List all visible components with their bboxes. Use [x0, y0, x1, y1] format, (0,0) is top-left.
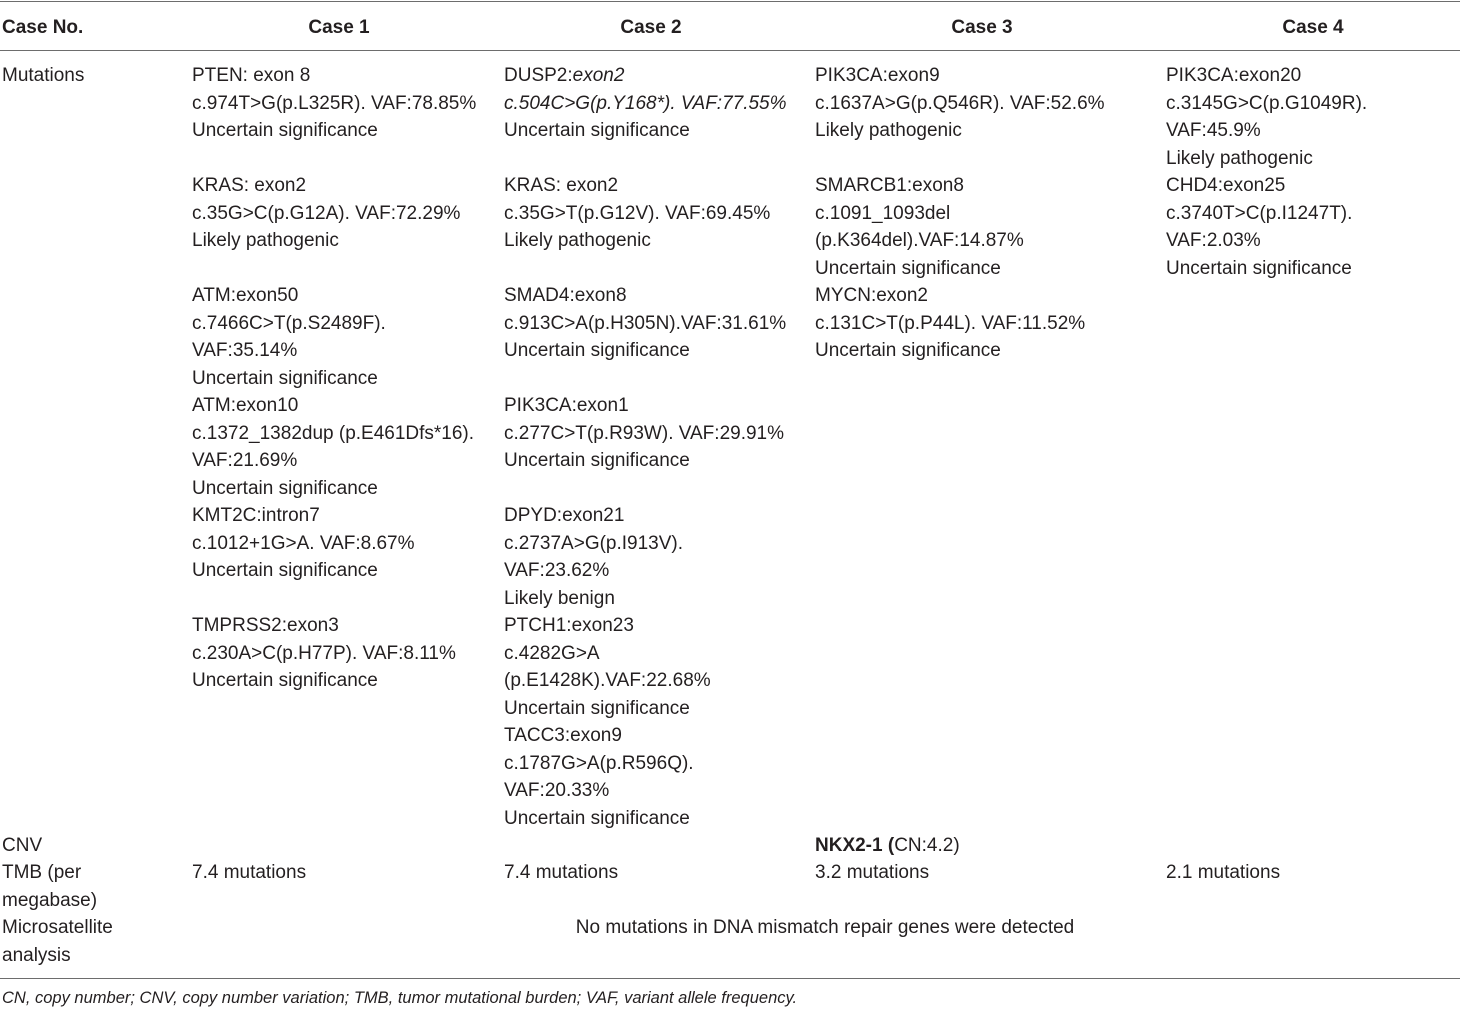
row-label-cnv: CNV [2, 835, 43, 856]
case1-tmb: 7.4 mutations [192, 862, 307, 883]
mutation-significance: Likely pathogenic [815, 120, 962, 141]
mutation-vaf: VAF:20.33% [504, 780, 610, 801]
mutation-gene: KMT2C:intron7 [192, 505, 320, 526]
header-rule [0, 50, 1460, 51]
mutation-vaf: VAF:2.03% [1166, 230, 1261, 251]
mutation-significance: Uncertain significance [815, 340, 1001, 361]
mutation-variant: c.35G>T(p.G12V). VAF:69.45% [504, 202, 771, 224]
row-label-mutations: Mutations [2, 65, 85, 86]
mutation-significance: Uncertain significance [192, 477, 378, 499]
case1-mutations [192, 62, 476, 695]
mutation-gene: SMAD4:exon8 [504, 285, 627, 306]
mutation-gene: PIK3CA:exon20 [1166, 65, 1302, 86]
mutation-gene: ATM:exon10 [192, 395, 299, 416]
header-case-3: Case 3 [951, 17, 1013, 38]
case3-cnv [815, 832, 960, 860]
header-case-4: Case 4 [1282, 17, 1344, 38]
mutation-gene: TACC3:exon9 [504, 725, 622, 746]
mutation-variant: c.1787G>A(p.R596Q). [504, 752, 694, 774]
mutation-significance: Uncertain significance [504, 340, 690, 361]
mutation-variant: c.35G>C(p.G12A). VAF:72.29% [192, 202, 461, 224]
case4-mutations [1166, 62, 1367, 282]
mutation-variant: c.2737A>G(p.I913V). [504, 532, 684, 554]
row-label-msi: Microsatellite analysis [2, 917, 113, 966]
case2-tmb: 7.4 mutations [504, 862, 619, 883]
mutation-gene: PTCH1:exon23 [504, 615, 634, 636]
mutation-variant: c.7466C>T(p.S2489F). [192, 312, 386, 334]
mutation-variant: c.131C>T(p.P44L). VAF:11.52% [815, 312, 1086, 334]
mutation-gene: SMARCB1:exon8 [815, 175, 964, 196]
mutation-significance: Uncertain significance [504, 120, 690, 141]
mutation-variant: c.230A>C(p.H77P). VAF:8.11% [192, 642, 456, 664]
mutation-significance: Uncertain significance [192, 120, 378, 141]
mutation-variant: c.504C>G(p.Y168*). VAF:77.55% [504, 92, 787, 114]
case4-tmb: 2.1 mutations [1166, 862, 1281, 883]
mutation-gene: DUSP2:exon2 [504, 65, 625, 86]
mutation-vaf: VAF:35.14% [192, 340, 298, 361]
msi-result: No mutations in DNA mismatch repair genes were detected [575, 917, 1075, 938]
mutation-variant: c.1012+1G>A. VAF:8.67% [192, 532, 415, 554]
header-case-1: Case 1 [308, 17, 370, 38]
cnv-value: CN:4.2) [894, 835, 960, 856]
header-case-no: Case No. [2, 17, 84, 38]
mutation-gene: TMPRSS2:exon3 [192, 615, 339, 636]
mutation-vaf: (p.E1428K).VAF:22.68% [504, 670, 711, 691]
mutation-gene: DPYD:exon21 [504, 505, 625, 526]
mutation-significance: Likely pathogenic [1166, 147, 1313, 169]
mutation-vaf: VAF:45.9% [1166, 120, 1261, 141]
mutation-significance: Likely pathogenic [192, 230, 339, 251]
mutation-significance: Likely benign [504, 587, 615, 609]
mutation-variant: c.1372_1382dup (p.E461Dfs*16). [192, 422, 475, 444]
mutation-significance: Likely pathogenic [504, 230, 651, 251]
mutation-gene: PIK3CA:exon9 [815, 65, 940, 86]
mutation-significance: Uncertain significance [504, 450, 690, 471]
mutation-variant: c.3145G>C(p.G1049R). [1166, 92, 1368, 114]
mutation-gene: PIK3CA:exon1 [504, 395, 629, 416]
mutation-significance: Uncertain significance [815, 257, 1001, 279]
case3-tmb: 3.2 mutations [815, 862, 930, 883]
mutation-significance: Uncertain significance [1166, 257, 1352, 279]
mutation-variant: c.1091_1093del [815, 202, 951, 224]
mutation-variant: c.4282G>A [504, 642, 600, 664]
mutation-vaf: VAF:21.69% [192, 450, 298, 471]
mutation-gene: PTEN: exon 8 [192, 65, 311, 86]
mutation-gene: CHD4:exon25 [1166, 175, 1286, 196]
case2-mutations [504, 62, 787, 832]
table-bottom-rule [0, 978, 1460, 979]
mutation-variant: c.974T>G(p.L325R). VAF:78.85% [192, 92, 477, 114]
header-case-2: Case 2 [620, 17, 682, 38]
mutation-gene: ATM:exon50 [192, 285, 299, 306]
mutation-significance: Uncertain significance [192, 560, 378, 581]
mutation-gene: MYCN:exon2 [815, 285, 928, 306]
mutation-variant: c.913C>A(p.H305N).VAF:31.61% [504, 312, 787, 334]
mutation-variant: c.1637A>G(p.Q546R). VAF:52.6% [815, 92, 1105, 114]
mutation-variant: c.277C>T(p.R93W). VAF:29.91% [504, 422, 785, 444]
mutation-significance: Uncertain significance [504, 807, 690, 829]
table-top-rule [0, 1, 1460, 2]
case3-mutations [815, 62, 1105, 365]
mutation-variant: c.3740T>C(p.I1247T). [1166, 202, 1353, 224]
mutation-vaf: VAF:23.62% [504, 560, 610, 581]
mutation-significance: Uncertain significance [192, 670, 378, 691]
mutation-significance: Uncertain significance [504, 697, 690, 719]
table-footnote: CN, copy number; CNV, copy number variation; TMB, tumor mutational burden; VAF, variant allele frequency. [2, 989, 798, 1007]
mutation-gene: KRAS: exon2 [192, 175, 307, 196]
cnv-gene: NKX2-1 ( [815, 835, 895, 856]
row-label-tmb: TMB (per megabase) [2, 862, 98, 911]
mutation-gene: KRAS: exon2 [504, 175, 619, 196]
mutation-significance: Uncertain significance [192, 367, 378, 389]
mutation-variant: (p.K364del).VAF:14.87% [815, 230, 1024, 251]
